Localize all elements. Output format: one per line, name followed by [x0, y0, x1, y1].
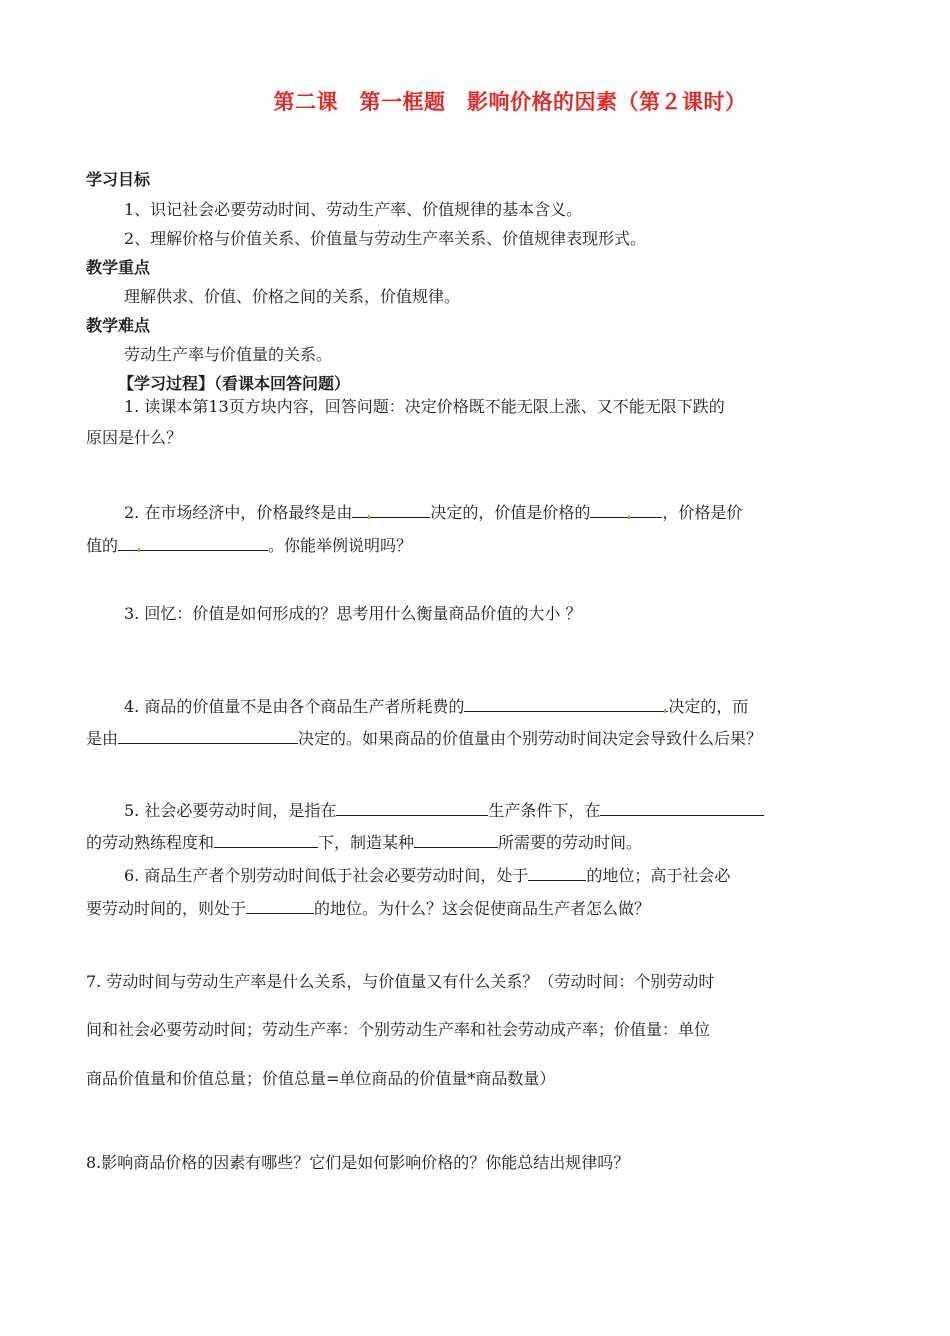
objective-item: 1、识记社会必要劳动时间、劳动生产率、价值规律的基本含义。 — [124, 200, 583, 219]
question-2-line-1: 2. 在市场经济中，价格最终是由 决定的，价值是价格的 ，价格是价 — [124, 500, 742, 523]
question-7-line-2: 间和社会必要劳动时间；劳动生产率：个别劳动生产率和社会劳动成产率；价值量：单位 — [86, 1020, 711, 1039]
objective-item: 2、理解价格与价值关系、价值量与劳动生产率关系、价值规律表现形式。 — [124, 229, 647, 248]
objectives-heading: 学习目标 — [86, 170, 151, 189]
page-title: 第二课 第一框题 影响价格的因素（第２课时） — [273, 90, 747, 114]
answer-blank[interactable] — [118, 726, 298, 744]
question-7-line-3: 商品价值量和价值总量；价值总量=单位商品的价值量*商品数量） — [86, 1069, 556, 1088]
difficulties-text: 劳动生产率与价值量的关系。 — [124, 345, 333, 364]
process-heading: 【学习过程】（看课本回答问题） — [118, 374, 351, 393]
key-points-heading: 教学重点 — [86, 258, 151, 277]
question-6-line-2: 要劳动时间的，则处于 的地位。为什么？这会促使商品生产者怎么做？ — [86, 896, 650, 919]
question-1-line-2: 原因是什么？ — [86, 428, 183, 447]
answer-blank[interactable] — [336, 798, 488, 816]
question-2-line-2: 值的 。你能举例说明吗？ — [86, 533, 412, 556]
difficulties-heading: 教学难点 — [86, 316, 151, 335]
answer-blank[interactable] — [414, 830, 498, 848]
question-4-line-1: 4. 商品的价值量不是由各个商品生产者所耗费的 决定的，而 — [124, 694, 748, 717]
question-7-line-1: 7. 劳动时间与劳动生产率是什么关系，与价值量又有什么关系？（劳动时间：个别劳动时 — [86, 972, 715, 991]
answer-blank[interactable] — [528, 863, 586, 881]
answer-blank[interactable] — [464, 694, 668, 712]
answer-blank[interactable] — [590, 500, 662, 518]
question-6-line-1: 6. 商品生产者个别劳动时间低于社会必要劳动时间，处于 的地位；高于社会必 — [124, 863, 730, 886]
question-3: 3. 回忆：价值是如何形成的？思考用什么衡量商品价值的大小 ？ — [124, 604, 582, 623]
answer-blank[interactable] — [118, 533, 268, 551]
answer-blank[interactable] — [214, 830, 318, 848]
answer-blank[interactable] — [600, 798, 764, 816]
question-4-line-2: 是由 决定的。如果商品的价值量由个别劳动时间决定会导致什么后果？ — [86, 726, 762, 749]
question-1-line-1: 1. 读课本第13页方块内容，回答问题：决定价格既不能无限上涨、又不能无限下跌的 — [124, 397, 725, 416]
key-points-text: 理解供求、价值、价格之间的关系，价值规律。 — [124, 287, 461, 306]
answer-blank[interactable] — [246, 896, 314, 914]
question-8: 8.影响商品价格的因素有哪些？它们是如何影响价格的？你能总结出规律吗？ — [86, 1153, 630, 1172]
question-5-line-1: 5. 社会必要劳动时间，是指在 生产条件下，在 — [124, 798, 764, 821]
answer-blank[interactable] — [352, 500, 430, 518]
question-5-line-2: 的劳动熟练程度和 下，制造某种 所需要的劳动时间。 — [86, 830, 642, 853]
